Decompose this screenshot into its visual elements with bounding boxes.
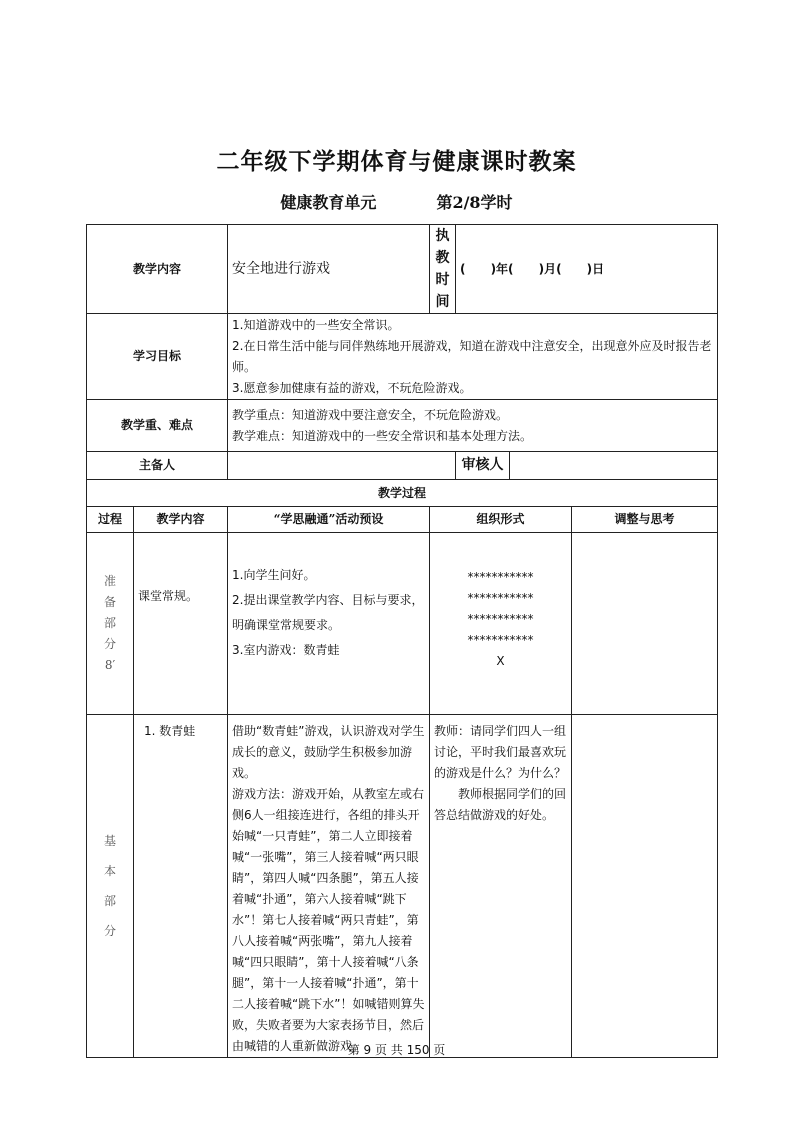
basic-stage-char: 基 — [103, 834, 116, 848]
time-value: ( )年( )月( )日 — [456, 225, 718, 314]
row-column-headers — [87, 507, 718, 533]
row-process-title — [87, 480, 718, 507]
objective-1: 1.知道游戏中的一些安全常识。 — [232, 317, 400, 332]
subtitle — [0, 190, 793, 213]
row-objectives — [87, 314, 718, 400]
prep-activities — [228, 533, 430, 715]
basic-formation — [430, 715, 572, 1058]
prep-stage-char: 部 — [103, 616, 116, 630]
objectives-cell — [228, 314, 718, 400]
row-staff — [87, 452, 718, 480]
page-footer: 第 9 页 共 150 页 — [347, 1043, 446, 1057]
prep-activity-2: 2.提出课堂教学内容、目标与要求，明确课堂常规要求。 — [232, 593, 424, 632]
basic-notes — [572, 715, 718, 1058]
row-keypoints — [87, 400, 718, 452]
prep-notes — [572, 533, 718, 715]
content-value: 安全地进行游戏 — [228, 225, 430, 314]
basic-stage — [87, 715, 134, 1058]
prep-stage-char: 8′ — [104, 658, 116, 672]
row-prep — [87, 533, 718, 715]
content-label: 教学内容 — [87, 225, 228, 314]
lesson-plan-table — [86, 224, 718, 1058]
prep-stage-char: 备 — [103, 595, 116, 609]
row-basic — [87, 715, 718, 1058]
objective-2: 2.在日常生活中能与同伴熟练地开展游戏，知道在游戏中注意安全，出现意外应及时报告老师。 — [232, 338, 712, 374]
formation-row: *********** — [467, 612, 534, 626]
col-header-activities: “学思融通”活动预设 — [228, 507, 430, 533]
period-label: 第2/8学时 — [436, 193, 513, 212]
unit-name: 健康教育单元 — [280, 193, 377, 212]
page-title: 二年级下学期体育与健康课时教案 — [216, 149, 577, 175]
formation-row: *********** — [467, 633, 534, 647]
basic-stage-char: 本 — [103, 864, 116, 878]
objectives-label: 学习目标 — [87, 314, 228, 400]
basic-activity-intro: 借助“数青蛙”游戏，认识游戏对学生成长的意义，鼓励学生积极参加游戏。 — [232, 724, 425, 780]
reviewer-label: 审核人 — [456, 452, 510, 480]
formation-row: *********** — [467, 591, 534, 605]
preparer-value — [228, 452, 456, 480]
objective-3: 3.愿意参加健康有益的游戏，不玩危险游戏。 — [232, 380, 472, 395]
prep-activity-1: 1.向学生问好。 — [232, 568, 316, 582]
prep-content: 课堂常规。 — [134, 533, 228, 715]
reviewer-value — [510, 452, 718, 480]
prep-activity-3: 3.室内游戏：数青蛙 — [232, 643, 340, 657]
basic-formation-question: 教师：请同学们四人一组讨论，平时我们最喜欢玩的游戏是什么？为什么？ — [434, 724, 567, 780]
basic-content: 1. 数青蛙 — [134, 715, 228, 1058]
keypoints-cell — [228, 400, 718, 452]
col-header-notes: 调整与思考 — [572, 507, 718, 533]
formation-row: *********** — [467, 570, 534, 584]
col-header-content: 教学内容 — [134, 507, 228, 533]
preparer-label: 主备人 — [87, 452, 228, 480]
col-header-stage: 过程 — [87, 507, 134, 533]
prep-stage-char: 分 — [103, 637, 116, 651]
prep-formation — [430, 533, 572, 715]
basic-activities — [228, 715, 430, 1058]
process-title: 教学过程 — [87, 480, 718, 507]
prep-stage — [87, 533, 134, 715]
formation-teacher: X — [496, 654, 505, 668]
row-content — [87, 225, 718, 314]
col-header-formation: 组织形式 — [430, 507, 572, 533]
keypoint-1: 教学重点：知道游戏中要注意安全，不玩危险游戏。 — [232, 407, 509, 422]
keypoints-label: 教学重、难点 — [87, 400, 228, 452]
keypoint-2: 教学难点：知道游戏中的一些安全常识和基本处理方法。 — [232, 428, 533, 443]
basic-activity-method: 游戏方法：游戏开始，从教室左或右侧6人一组接连进行，各组的排头开始喊“一只青蛙”，第二人立即接着喊“一张嘴”，第三人接着喊“两只眼睛”，第四人喊“四条腿”，第五人接着喊“扑通”，第六人接着喊“跳下水”！第七人接着喊“两只青蛙”，第八人接着喊“两张嘴”，第九人接着喊“四只眼睛”，第十人接着喊“八条腿”，第十一人接着喊“扑通”，第十二人接着喊“跳下水”！如喊错则算失败，失败者要为大家表扬节目，然后由喊错的人重新做游戏。 — [232, 787, 425, 1053]
prep-stage-char: 准 — [103, 574, 116, 588]
basic-stage-char: 部 — [103, 894, 116, 908]
time-label: 执教时间 — [430, 225, 456, 314]
basic-stage-char: 分 — [103, 924, 116, 938]
basic-formation-summary: 教师根据同学们的回答总结做游戏的好处。 — [434, 787, 567, 822]
